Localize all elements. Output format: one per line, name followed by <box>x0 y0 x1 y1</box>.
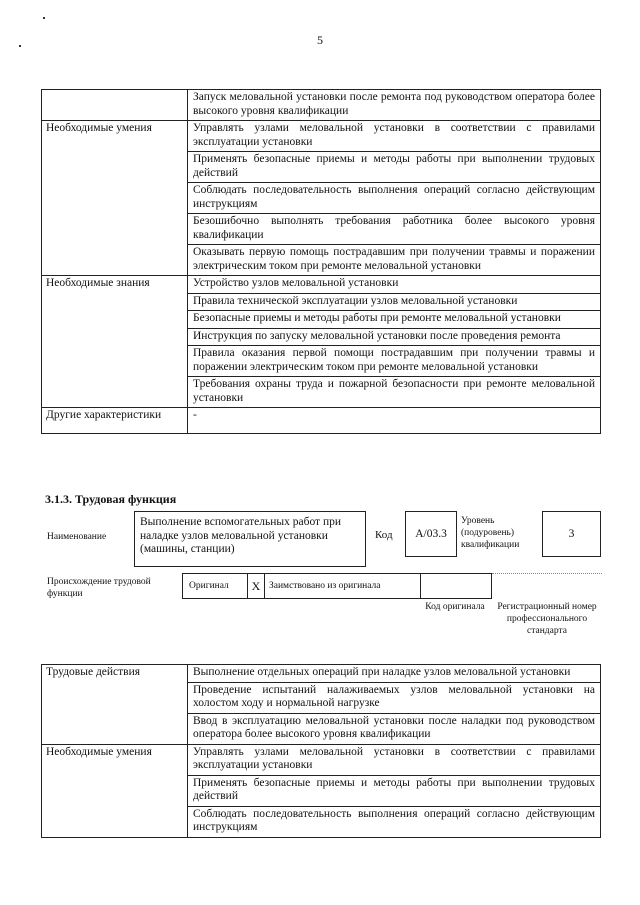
row-text: Требования охраны труда и пожарной безопасности при ремонте меловальной установки <box>188 377 601 408</box>
registration-number-caption: Регистрационный номер профессионального стандарта <box>497 602 597 636</box>
function-code-box: A/03.3 <box>405 511 457 557</box>
row-text: Проведение испытаний налаживаемых узлов меловальной установки на холостом ходу и нормальной нагрузке <box>188 682 601 713</box>
table-row <box>42 90 601 121</box>
function-name-box: Выполнение вспомогательных работ при наладке узлов меловальной установки (машины, станции) <box>134 511 366 567</box>
row-text: Безопасные приемы и методы работы при ремонте меловальной установки <box>188 311 601 329</box>
level-label: Уровень (подуровень) квалификации <box>461 516 520 550</box>
row-text: - <box>188 408 601 434</box>
row-text: Управлять узлами меловальной установки в соответствии с правилами эксплуатации установки <box>188 121 601 152</box>
other-characteristics-label: Другие характеристики <box>42 408 188 434</box>
skills-label: Необходимые умения <box>42 744 188 837</box>
scan-speck <box>43 17 45 19</box>
labor-actions-label: Трудовые действия <box>42 665 188 745</box>
row-text: Правила технической эксплуатации узлов меловальной установки <box>188 293 601 311</box>
origin-borrowed-cell: Заимствовано из оригинала <box>264 573 421 599</box>
top-requirements-table <box>41 89 601 434</box>
bottom-function-table <box>41 664 601 838</box>
row-text: Оказывать первую помощь пострадавшим при получении травмы и поражении электрическим током при ремонте меловальной установки <box>188 245 601 276</box>
section-title: 3.1.3. Трудовая функция <box>45 492 177 506</box>
origin-row <box>182 573 602 599</box>
origin-code-caption: Код оригинала <box>425 602 485 612</box>
level-value-box: 3 <box>542 511 601 557</box>
skills-label: Необходимые умения <box>42 121 188 276</box>
row-text: Соблюдать последовательность выполнения операций согласно действующим инструкциям <box>188 183 601 214</box>
table-row <box>42 276 601 294</box>
row-text: Инструкция по запуску меловальной установки после проведения ремонта <box>188 328 601 346</box>
table-row <box>42 665 601 683</box>
name-label: Наименование <box>47 532 107 542</box>
origin-code-cell <box>420 573 492 599</box>
row-text: Управлять узлами меловальной установки в соответствии с правилами эксплуатации установки <box>188 744 601 775</box>
row-text: Запуск меловальной установки после ремонта под руководством оператора более высокого уровня квалификации <box>188 90 601 121</box>
row-text: Применять безопасные приемы и методы работы при выполнении трудовых действий <box>188 775 601 806</box>
registration-dotted-line <box>492 573 602 574</box>
code-label: Код <box>375 529 393 541</box>
row-text: Правила оказания первой помощи пострадавшим при получении травмы и поражении электрическим током при ремонте меловальной установки <box>188 346 601 377</box>
table-row <box>42 121 601 152</box>
row-text: Безошибочно выполнять требования работника более высокого уровня квалификации <box>188 214 601 245</box>
origin-mark-cell: X <box>247 573 265 599</box>
row-label <box>42 90 188 121</box>
row-text: Выполнение отдельных операций при наладке узлов меловальной установки <box>188 665 601 683</box>
page-number: 5 <box>317 33 323 47</box>
knowledge-label: Необходимые знания <box>42 276 188 408</box>
row-text: Устройство узлов меловальной установки <box>188 276 601 294</box>
table-row <box>42 408 601 434</box>
row-text: Применять безопасные приемы и методы работы при выполнении трудовых действий <box>188 152 601 183</box>
origin-original-cell: Оригинал <box>182 573 248 599</box>
row-text: Соблюдать последовательность выполнения операций согласно действующим инструкциям <box>188 806 601 837</box>
row-text: Ввод в эксплуатацию меловальной установки после наладки под руководством оператора более высокого уровня квалификации <box>188 713 601 744</box>
table-row <box>42 744 601 775</box>
origin-label: Происхождение трудовой функции <box>47 577 151 599</box>
